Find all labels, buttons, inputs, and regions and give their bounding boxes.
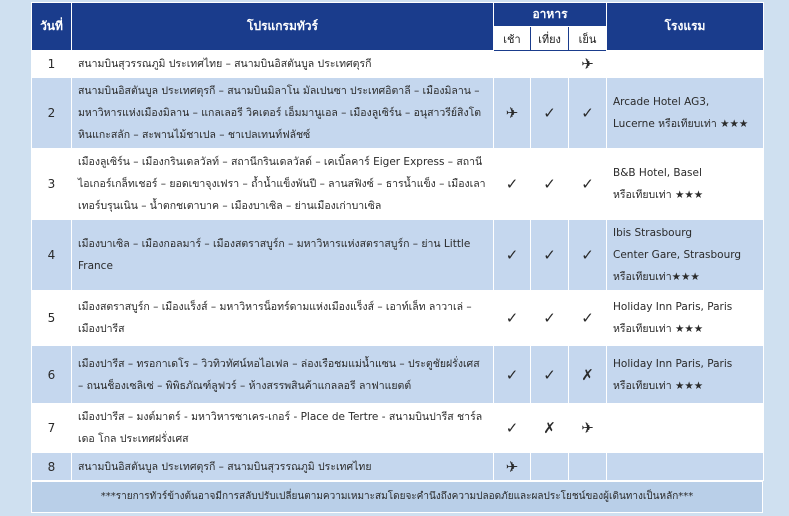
lunch-mark: ✓ [531, 78, 569, 149]
hotel-line: หรือเทียบเท่า★★★ [613, 271, 700, 283]
header-dinner: เย็น [569, 27, 607, 51]
hotel-cell [607, 453, 764, 481]
table-row [32, 346, 764, 404]
table-row [32, 453, 764, 481]
program-text: เมืองบาเซิล – เมืองกอลมาร์ – เมืองสตราสบูร์ก – มหาวิหารแห่งสตราสบูร์ก – ย่าน Little France [72, 220, 494, 291]
lunch-mark [531, 453, 569, 481]
lunch-mark: ✓ [531, 346, 569, 404]
day-number: 4 [32, 220, 72, 291]
hotel-cell [607, 346, 764, 404]
day-number: 3 [32, 149, 72, 220]
hotel-line: Holiday Inn Paris, Paris [613, 301, 733, 313]
itinerary-table-wrapper [31, 2, 763, 513]
day-number: 8 [32, 453, 72, 481]
hotel-line: Arcade Hotel AG3, [613, 96, 710, 108]
header-program: โปรแกรมทัวร์ [72, 3, 494, 51]
program-text: เมืองปารีส – ทรอกาเดโร – วิวทิวทัศน์หอไอเฟล – ล่องเรือชมแม่น้ำแซน – ประตูชัยฝรั่งเศส – ถนนช็องเซลิเซ่ – พิพิธภัณฑ์ลูฟวร์ – ห้างสรรพสินค้าแกลลอรี ลาฟาแยตต์ [72, 346, 494, 404]
day-number: 5 [32, 291, 72, 346]
footer-note: ***รายการทัวร์ข้างต้นอาจมีการสลับปรับเปลี่ยนตามความเหมาะสมโดยจะคำนึงถึงความปลอดภัยและผลประโยชน์ของผู้เดินทางเป็นหลัก*** [31, 481, 763, 513]
breakfast-mark: ✈ [494, 453, 531, 481]
program-text: เมืองสตราสบูร์ก – เมืองแร็งส์ – มหาวิหารน็อทร์ดามแห่งเมืองแร็งส์ – เอาท์เล็ท ลาวาเล่ – เมืองปารีส [72, 291, 494, 346]
header-day: วันที่ [32, 3, 72, 51]
day-number: 2 [32, 78, 72, 149]
program-text: สนามบินอิสตันบูล ประเทศตุรกี – สนามบินมิลาโน มัลเปนซา ประเทศอิตาลี – เมืองมิลาน – มหาวิหารแห่งเมืองมิลาน – แกลเลอรี วิคเตอร์ เอ็มมานูเอล – เมืองลูเซิร์น – อนุสาวรีย์สิงโตหินแกะสลัก – สะพานไม้ชาเปล – ชาเปลเทนท์ฟลัชซ์ [72, 78, 494, 149]
hotel-cell [607, 404, 764, 453]
table-row [32, 220, 764, 291]
hotel-line: Ibis Strasbourg [613, 227, 693, 239]
program-text: เมืองลูเซิร์น – เมืองกรินเดลวัลท์ – สถานีกรินเดลวัลด์ – เคเบิ้ลคาร์ Eiger Express – สถานีไอเกอร์เกล็ทเชอร์ – ยอดเขาจุงเฟรา – ถ้ำน้ำแข็งพันปี – ลานสฟิงซ์ – ธารน้ำแข็ง – เมืองเลาเทอร์บรุนเนิน – น้ำตกชเตาบาค – เมืองบาเซิล – ย่านเมืองเก่าบาเซิล [72, 149, 494, 220]
lunch-mark [531, 51, 569, 78]
hotel-cell [607, 149, 764, 220]
table-row [32, 78, 764, 149]
lunch-mark: ✗ [531, 404, 569, 453]
header-meals: อาหาร [494, 3, 607, 27]
hotel-line: Center Gare, Strasbourg [613, 249, 742, 261]
dinner-mark: ✗ [569, 346, 607, 404]
hotel-cell [607, 291, 764, 346]
breakfast-mark: ✓ [494, 149, 531, 220]
dinner-mark: ✓ [569, 78, 607, 149]
hotel-line: หรือเทียบเท่า ★★★ [613, 379, 704, 392]
lunch-mark: ✓ [531, 291, 569, 346]
dinner-mark: ✈ [569, 51, 607, 78]
header-breakfast: เช้า [494, 27, 531, 51]
table-row [32, 404, 764, 453]
dinner-mark: ✓ [569, 291, 607, 346]
table-row [32, 51, 764, 78]
table-row [32, 149, 764, 220]
hotel-line: Lucerne หรือเทียบเท่า ★★★ [613, 118, 749, 130]
hotel-cell [607, 78, 764, 149]
itinerary-table [31, 2, 764, 481]
hotel-line: B&B Hotel, Basel [613, 167, 702, 179]
hotel-cell [607, 220, 764, 291]
day-number: 1 [32, 51, 72, 78]
breakfast-mark [494, 51, 531, 78]
program-text: เมืองปารีส – มงต์มาตร์ - มหาวิหารซาเคร-เกอร์ - Place de Tertre - สนามบินปารีส ชาร์ล เดอ โกล ประเทศฝรั่งเศส [72, 404, 494, 453]
dinner-mark: ✈ [569, 404, 607, 453]
lunch-mark: ✓ [531, 149, 569, 220]
day-number: 7 [32, 404, 72, 453]
dinner-mark: ✓ [569, 149, 607, 220]
header-hotel: โรงแรม [607, 3, 764, 51]
breakfast-mark: ✓ [494, 220, 531, 291]
day-number: 6 [32, 346, 72, 404]
hotel-cell [607, 51, 764, 78]
breakfast-mark: ✓ [494, 404, 531, 453]
dinner-mark: ✓ [569, 220, 607, 291]
hotel-line: หรือเทียบเท่า ★★★ [613, 323, 704, 335]
breakfast-mark: ✈ [494, 78, 531, 149]
lunch-mark: ✓ [531, 220, 569, 291]
breakfast-mark: ✓ [494, 346, 531, 404]
breakfast-mark: ✓ [494, 291, 531, 346]
hotel-line: หรือเทียบเท่า ★★★ [613, 189, 704, 201]
table-row [32, 291, 764, 346]
header-lunch: เที่ยง [531, 27, 569, 51]
hotel-line: Holiday Inn Paris, Paris [613, 357, 733, 370]
program-text: สนามบินอิสตันบูล ประเทศตุรกี – สนามบินสุวรรณภูมิ ประเทศไทย [72, 453, 494, 481]
program-text: สนามบินสุวรรณภูมิ ประเทศไทย – สนามบินอิสตันบูล ประเทศตุรกี [72, 51, 494, 78]
dinner-mark [569, 453, 607, 481]
